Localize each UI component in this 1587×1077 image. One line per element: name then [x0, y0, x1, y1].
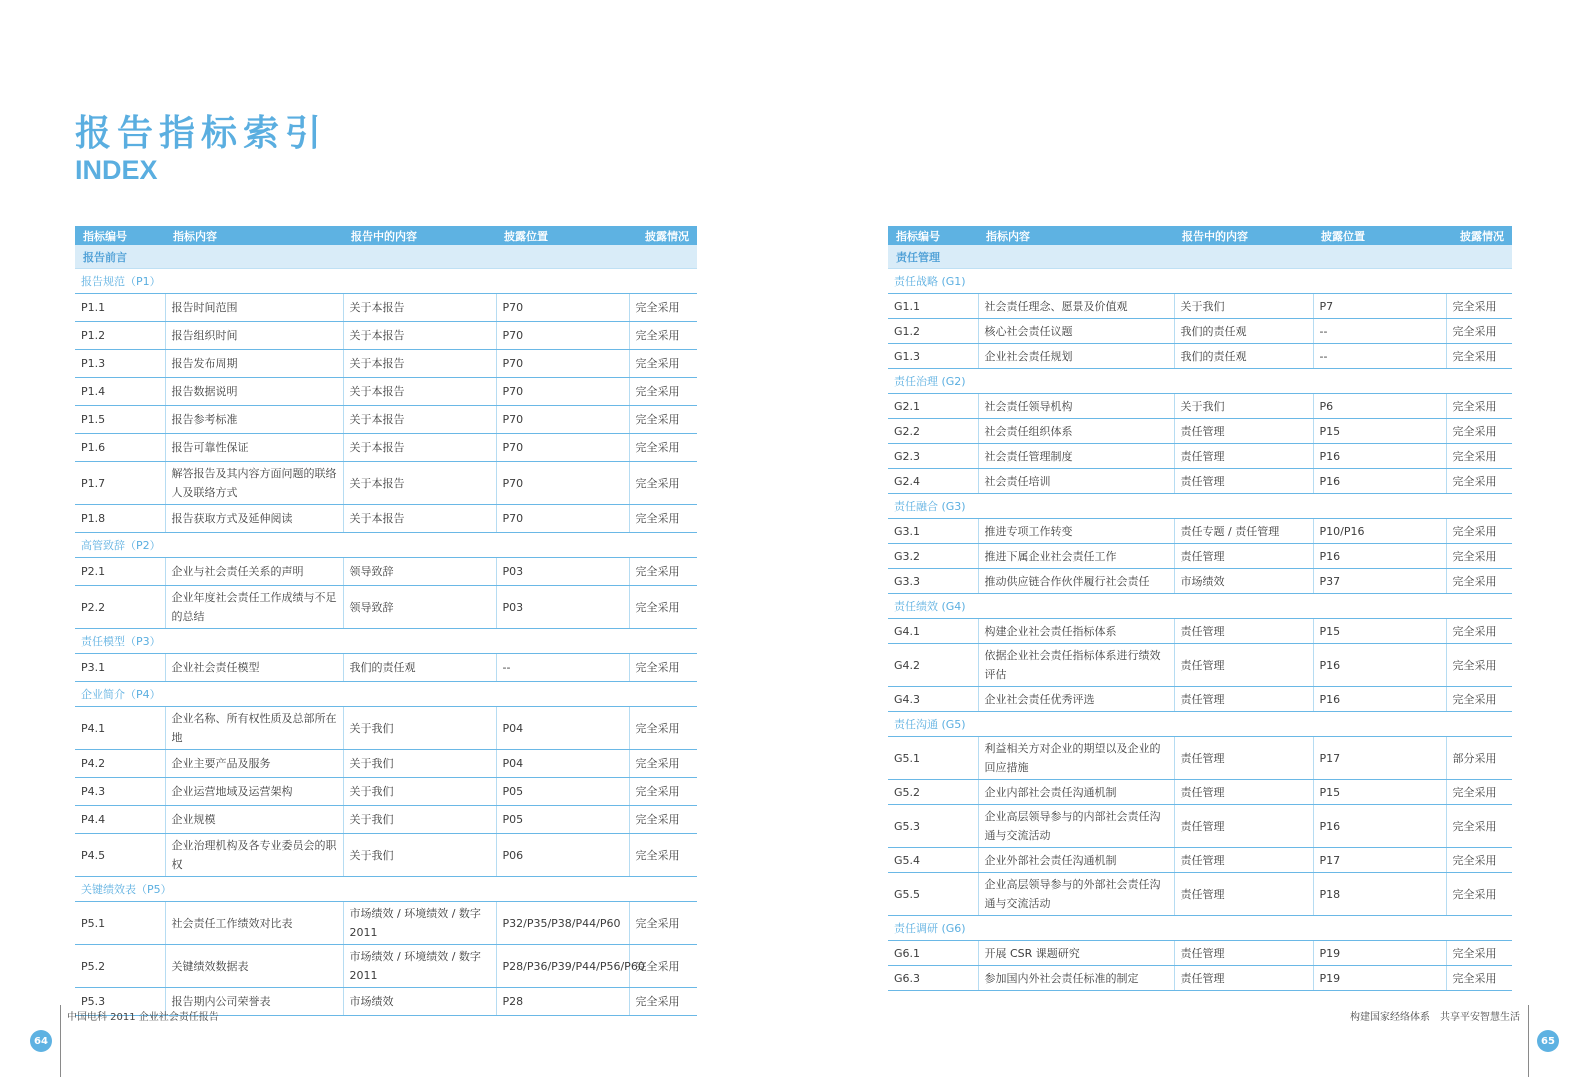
report-content-cell: 关于我们: [343, 834, 496, 877]
table-row: [75, 806, 697, 834]
indicator-id-cell: G1.1: [888, 294, 978, 319]
disclosure-status-cell: 完全采用: [629, 806, 697, 834]
header-indicator-content: 指标内容: [978, 226, 1174, 245]
report-content-cell: 关于本报告: [343, 406, 496, 434]
table-row: [75, 378, 697, 406]
disclosure-status-cell: 完全采用: [1446, 469, 1512, 494]
indicator-content-cell: 推动供应链合作伙伴履行社会责任: [978, 569, 1174, 594]
indicator-content-cell: 报告参考标准: [165, 406, 343, 434]
disclosure-status-cell: 完全采用: [1446, 294, 1512, 319]
disclosure-location-cell: P10/P16: [1313, 519, 1446, 544]
table-row: [888, 805, 1512, 848]
report-content-cell: 关于本报告: [343, 350, 496, 378]
report-content-cell: 责任管理: [1174, 848, 1313, 873]
disclosure-status-cell: 完全采用: [629, 350, 697, 378]
disclosure-location-cell: --: [1313, 319, 1446, 344]
disclosure-status-cell: 完全采用: [1446, 544, 1512, 569]
report-content-cell: 关于我们: [1174, 294, 1313, 319]
indicator-content-cell: 依据企业社会责任指标体系进行绩效评估: [978, 644, 1174, 687]
indicator-id-cell: G5.4: [888, 848, 978, 873]
report-content-cell: 关于我们: [343, 707, 496, 750]
indicator-id-cell: G3.3: [888, 569, 978, 594]
indicator-id-cell: P5.2: [75, 945, 165, 988]
indicator-id-cell: G4.3: [888, 687, 978, 712]
indicator-content-cell: 企业高层领导参与的外部社会责任沟通与交流活动: [978, 873, 1174, 916]
header-indicator-id: 指标编号: [75, 226, 165, 245]
disclosure-location-cell: P16: [1313, 469, 1446, 494]
indicator-id-cell: G5.3: [888, 805, 978, 848]
indicator-id-cell: P3.1: [75, 654, 165, 682]
table-row: [75, 750, 697, 778]
group-title: 责任战略 (G1): [888, 269, 1512, 294]
indicator-id-cell: P4.2: [75, 750, 165, 778]
indicator-id-cell: P1.8: [75, 505, 165, 533]
table-row: [75, 322, 697, 350]
indicator-content-cell: 企业运营地域及运营架构: [165, 778, 343, 806]
disclosure-location-cell: P6: [1313, 394, 1446, 419]
group-title: 责任融合 (G3): [888, 494, 1512, 519]
disclosure-location-cell: P19: [1313, 966, 1446, 991]
indicator-id-cell: P2.2: [75, 586, 165, 629]
disclosure-status-cell: 完全采用: [1446, 941, 1512, 966]
indicator-id-cell: G3.2: [888, 544, 978, 569]
disclosure-status-cell: 完全采用: [1446, 644, 1512, 687]
table-row: [888, 319, 1512, 344]
indicator-content-cell: 报告发布周期: [165, 350, 343, 378]
indicator-content-cell: 社会责任领导机构: [978, 394, 1174, 419]
table-row: [75, 778, 697, 806]
disclosure-location-cell: P18: [1313, 873, 1446, 916]
footer-slogan: 构建国家经络体系 共享平安智慧生活: [1350, 1012, 1520, 1023]
indicator-id-cell: G6.3: [888, 966, 978, 991]
indicator-id-cell: G5.1: [888, 737, 978, 780]
report-content-cell: 市场绩效 / 环境绩效 / 数字 2011: [343, 902, 496, 945]
report-content-cell: 市场绩效: [1174, 569, 1313, 594]
disclosure-status-cell: 完全采用: [629, 294, 697, 322]
report-content-cell: 责任管理: [1174, 780, 1313, 805]
group-row: [75, 629, 697, 654]
group-title: 责任模型（P3）: [75, 629, 697, 654]
indicator-content-cell: 推进专项工作转变: [978, 519, 1174, 544]
disclosure-location-cell: P70: [496, 505, 629, 533]
disclosure-status-cell: 完全采用: [629, 988, 697, 1016]
disclosure-status-cell: 完全采用: [1446, 687, 1512, 712]
report-content-cell: 关于本报告: [343, 378, 496, 406]
indicator-content-cell: 企业外部社会责任沟通机制: [978, 848, 1174, 873]
indicator-id-cell: P1.7: [75, 462, 165, 505]
disclosure-status-cell: 完全采用: [629, 945, 697, 988]
header-disclosure-location: 披露位置: [496, 226, 629, 245]
indicator-id-cell: G2.3: [888, 444, 978, 469]
disclosure-location-cell: P32/P35/P38/P44/P60: [496, 902, 629, 945]
index-table-right: [888, 226, 1512, 991]
disclosure-status-cell: 完全采用: [1446, 419, 1512, 444]
group-title: 责任绩效 (G4): [888, 594, 1512, 619]
table-row: [75, 945, 697, 988]
disclosure-location-cell: P16: [1313, 544, 1446, 569]
page-title-en: INDEX: [75, 155, 158, 185]
report-content-cell: 责任管理: [1174, 687, 1313, 712]
table-row: [75, 434, 697, 462]
footer-divider-right: [1528, 1005, 1529, 1077]
indicator-content-cell: 报告组织时间: [165, 322, 343, 350]
indicator-content-cell: 企业与社会责任关系的声明: [165, 558, 343, 586]
report-content-cell: 我们的责任观: [1174, 319, 1313, 344]
footer-report-name: 中国电科 2011 企业社会责任报告: [67, 1012, 219, 1023]
disclosure-status-cell: 完全采用: [629, 505, 697, 533]
disclosure-location-cell: P19: [1313, 941, 1446, 966]
indicator-content-cell: 报告时间范围: [165, 294, 343, 322]
report-content-cell: 责任管理: [1174, 644, 1313, 687]
report-content-cell: 领导致辞: [343, 586, 496, 629]
report-content-cell: 我们的责任观: [1174, 344, 1313, 369]
indicator-content-cell: 企业规模: [165, 806, 343, 834]
indicator-content-cell: 利益相关方对企业的期望以及企业的回应措施: [978, 737, 1174, 780]
disclosure-location-cell: P7: [1313, 294, 1446, 319]
disclosure-status-cell: 部分采用: [1446, 737, 1512, 780]
report-content-cell: 关于本报告: [343, 505, 496, 533]
indicator-id-cell: P4.3: [75, 778, 165, 806]
report-content-cell: 领导致辞: [343, 558, 496, 586]
group-title: 关键绩效表（P5）: [75, 877, 697, 902]
table-row: [888, 519, 1512, 544]
index-table-left: [75, 226, 697, 1016]
group-row: [888, 269, 1512, 294]
indicator-id-cell: P1.6: [75, 434, 165, 462]
disclosure-status-cell: 完全采用: [1446, 319, 1512, 344]
indicator-content-cell: 企业治理机构及各专业委员会的职权: [165, 834, 343, 877]
indicator-id-cell: G5.2: [888, 780, 978, 805]
group-title: 企业简介（P4）: [75, 682, 697, 707]
table-row: [888, 544, 1512, 569]
header-report-content: 报告中的内容: [1174, 226, 1313, 245]
disclosure-location-cell: P70: [496, 434, 629, 462]
indicator-content-cell: 报告数据说明: [165, 378, 343, 406]
indicator-id-cell: P1.3: [75, 350, 165, 378]
group-row: [75, 877, 697, 902]
table-row: [888, 966, 1512, 991]
indicator-content-cell: 报告可靠性保证: [165, 434, 343, 462]
group-row: [75, 269, 697, 294]
indicator-content-cell: 报告获取方式及延伸阅读: [165, 505, 343, 533]
group-row: [888, 916, 1512, 941]
indicator-content-cell: 关键绩效数据表: [165, 945, 343, 988]
disclosure-location-cell: P04: [496, 707, 629, 750]
report-content-cell: 责任管理: [1174, 737, 1313, 780]
indicator-id-cell: G5.5: [888, 873, 978, 916]
disclosure-location-cell: P15: [1313, 419, 1446, 444]
table-row: [888, 394, 1512, 419]
table-row: [75, 586, 697, 629]
indicator-id-cell: P1.2: [75, 322, 165, 350]
disclosure-status-cell: 完全采用: [1446, 805, 1512, 848]
disclosure-status-cell: 完全采用: [629, 434, 697, 462]
table-header-row: [888, 226, 1512, 245]
table-header-row: [75, 226, 697, 245]
table-row: [75, 406, 697, 434]
table-row: [888, 644, 1512, 687]
disclosure-location-cell: P28/P36/P39/P44/P56/P60: [496, 945, 629, 988]
disclosure-status-cell: 完全采用: [629, 750, 697, 778]
table-row: [75, 654, 697, 682]
disclosure-location-cell: P04: [496, 750, 629, 778]
report-content-cell: 责任管理: [1174, 805, 1313, 848]
disclosure-status-cell: 完全采用: [1446, 848, 1512, 873]
group-row: [75, 682, 697, 707]
report-content-cell: 责任管理: [1174, 873, 1313, 916]
disclosure-location-cell: --: [496, 654, 629, 682]
indicator-id-cell: P5.1: [75, 902, 165, 945]
report-content-cell: 我们的责任观: [343, 654, 496, 682]
indicator-content-cell: 企业年度社会责任工作成绩与不足的总结: [165, 586, 343, 629]
group-row: [888, 594, 1512, 619]
report-content-cell: 责任管理: [1174, 444, 1313, 469]
disclosure-location-cell: P16: [1313, 687, 1446, 712]
disclosure-location-cell: P70: [496, 350, 629, 378]
indicator-content-cell: 社会责任工作绩效对比表: [165, 902, 343, 945]
indicator-id-cell: G4.1: [888, 619, 978, 644]
report-content-cell: 关于我们: [1174, 394, 1313, 419]
disclosure-status-cell: 完全采用: [1446, 394, 1512, 419]
section-title: 责任管理: [888, 245, 1512, 269]
section-row: [75, 245, 697, 269]
page-number-badge-left: 64: [30, 1030, 52, 1052]
header-disclosure-location: 披露位置: [1313, 226, 1446, 245]
table-row: [888, 737, 1512, 780]
footer-right: [1350, 1005, 1559, 1077]
indicator-content-cell: 社会责任管理制度: [978, 444, 1174, 469]
table-row: [75, 505, 697, 533]
group-title: 责任沟通 (G5): [888, 712, 1512, 737]
table-row: [888, 941, 1512, 966]
disclosure-location-cell: --: [1313, 344, 1446, 369]
report-content-cell: 责任管理: [1174, 941, 1313, 966]
indicator-content-cell: 社会责任组织体系: [978, 419, 1174, 444]
indicator-content-cell: 企业主要产品及服务: [165, 750, 343, 778]
report-content-cell: 关于本报告: [343, 294, 496, 322]
report-content-cell: 责任管理: [1174, 544, 1313, 569]
table-row: [888, 780, 1512, 805]
report-content-cell: 责任管理: [1174, 419, 1313, 444]
header-report-content: 报告中的内容: [343, 226, 496, 245]
report-content-cell: 关于本报告: [343, 434, 496, 462]
table-row: [888, 419, 1512, 444]
report-content-cell: 责任专题 / 责任管理: [1174, 519, 1313, 544]
disclosure-status-cell: 完全采用: [629, 322, 697, 350]
disclosure-location-cell: P06: [496, 834, 629, 877]
table-row: [888, 848, 1512, 873]
indicator-id-cell: P1.1: [75, 294, 165, 322]
disclosure-status-cell: 完全采用: [1446, 619, 1512, 644]
group-title: 责任治理 (G2): [888, 369, 1512, 394]
indicator-id-cell: G1.3: [888, 344, 978, 369]
disclosure-status-cell: 完全采用: [1446, 344, 1512, 369]
disclosure-status-cell: 完全采用: [629, 558, 697, 586]
disclosure-location-cell: P05: [496, 778, 629, 806]
indicator-id-cell: P2.1: [75, 558, 165, 586]
disclosure-location-cell: P15: [1313, 780, 1446, 805]
indicator-content-cell: 社会责任理念、愿景及价值观: [978, 294, 1174, 319]
table-row: [888, 619, 1512, 644]
group-row: [888, 712, 1512, 737]
disclosure-location-cell: P15: [1313, 619, 1446, 644]
group-title: 责任调研 (G6): [888, 916, 1512, 941]
indicator-content-cell: 企业社会责任优秀评选: [978, 687, 1174, 712]
indicator-content-cell: 开展 CSR 课题研究: [978, 941, 1174, 966]
footer-divider-left: [60, 1005, 61, 1077]
disclosure-status-cell: 完全采用: [629, 707, 697, 750]
table-row: [75, 350, 697, 378]
table-row: [75, 902, 697, 945]
indicator-content-cell: 企业名称、所有权性质及总部所在地: [165, 707, 343, 750]
disclosure-location-cell: P70: [496, 462, 629, 505]
indicator-content-cell: 核心社会责任议题: [978, 319, 1174, 344]
indicator-content-cell: 参加国内外社会责任标准的制定: [978, 966, 1174, 991]
table-row: [888, 469, 1512, 494]
page-title-cn: 报告指标索引: [75, 113, 328, 154]
group-row: [888, 369, 1512, 394]
disclosure-status-cell: 完全采用: [629, 902, 697, 945]
indicator-id-cell: G2.4: [888, 469, 978, 494]
disclosure-status-cell: 完全采用: [629, 406, 697, 434]
disclosure-location-cell: P16: [1313, 644, 1446, 687]
group-row: [888, 494, 1512, 519]
disclosure-location-cell: P70: [496, 294, 629, 322]
disclosure-status-cell: 完全采用: [629, 378, 697, 406]
disclosure-status-cell: 完全采用: [629, 586, 697, 629]
table-row: [75, 294, 697, 322]
indicator-id-cell: P5.3: [75, 988, 165, 1016]
disclosure-status-cell: 完全采用: [1446, 519, 1512, 544]
table-row: [888, 344, 1512, 369]
table-row: [75, 462, 697, 505]
table-row: [888, 294, 1512, 319]
disclosure-location-cell: P17: [1313, 737, 1446, 780]
disclosure-status-cell: 完全采用: [629, 654, 697, 682]
indicator-id-cell: G2.2: [888, 419, 978, 444]
indicator-content-cell: 推进下属企业社会责任工作: [978, 544, 1174, 569]
indicator-content-cell: 企业社会责任规划: [978, 344, 1174, 369]
indicator-content-cell: 构建企业社会责任指标体系: [978, 619, 1174, 644]
disclosure-location-cell: P16: [1313, 805, 1446, 848]
indicator-id-cell: P4.4: [75, 806, 165, 834]
disclosure-status-cell: 完全采用: [1446, 966, 1512, 991]
table-row: [888, 687, 1512, 712]
report-content-cell: 市场绩效: [343, 988, 496, 1016]
report-content-cell: 市场绩效 / 环境绩效 / 数字 2011: [343, 945, 496, 988]
indicator-id-cell: G2.1: [888, 394, 978, 419]
group-title: 报告规范（P1）: [75, 269, 697, 294]
disclosure-location-cell: P03: [496, 558, 629, 586]
table-row: [75, 558, 697, 586]
page-number-badge-right: 65: [1537, 1030, 1559, 1052]
disclosure-status-cell: 完全采用: [1446, 780, 1512, 805]
section-title: 报告前言: [75, 245, 697, 269]
section-row: [888, 245, 1512, 269]
header-indicator-id: 指标编号: [888, 226, 978, 245]
table-row: [888, 569, 1512, 594]
table-row: [888, 873, 1512, 916]
disclosure-location-cell: P70: [496, 322, 629, 350]
indicator-content-cell: 社会责任培训: [978, 469, 1174, 494]
disclosure-location-cell: P70: [496, 406, 629, 434]
disclosure-status-cell: 完全采用: [1446, 873, 1512, 916]
header-disclosure-status: 披露情况: [1446, 226, 1512, 245]
indicator-id-cell: P4.1: [75, 707, 165, 750]
disclosure-status-cell: 完全采用: [629, 462, 697, 505]
disclosure-location-cell: P05: [496, 806, 629, 834]
report-content-cell: 责任管理: [1174, 966, 1313, 991]
table-row: [75, 834, 697, 877]
report-content-cell: 关于本报告: [343, 462, 496, 505]
indicator-id-cell: G1.2: [888, 319, 978, 344]
disclosure-location-cell: P17: [1313, 848, 1446, 873]
indicator-content-cell: 企业内部社会责任沟通机制: [978, 780, 1174, 805]
header-indicator-content: 指标内容: [165, 226, 343, 245]
disclosure-status-cell: 完全采用: [1446, 569, 1512, 594]
disclosure-location-cell: P28: [496, 988, 629, 1016]
report-content-cell: 关于我们: [343, 778, 496, 806]
disclosure-status-cell: 完全采用: [629, 834, 697, 877]
table-row: [888, 444, 1512, 469]
report-content-cell: 关于我们: [343, 750, 496, 778]
footer-left: [30, 1005, 219, 1077]
indicator-id-cell: P1.4: [75, 378, 165, 406]
indicator-content-cell: 解答报告及其内容方面问题的联络人及联络方式: [165, 462, 343, 505]
report-content-cell: 责任管理: [1174, 469, 1313, 494]
indicator-id-cell: G3.1: [888, 519, 978, 544]
disclosure-status-cell: 完全采用: [629, 778, 697, 806]
report-content-cell: 责任管理: [1174, 619, 1313, 644]
indicator-id-cell: P4.5: [75, 834, 165, 877]
indicator-id-cell: G4.2: [888, 644, 978, 687]
indicator-content-cell: 企业高层领导参与的内部社会责任沟通与交流活动: [978, 805, 1174, 848]
indicator-id-cell: G6.1: [888, 941, 978, 966]
disclosure-location-cell: P70: [496, 378, 629, 406]
header-disclosure-status: 披露情况: [629, 226, 697, 245]
indicator-content-cell: 企业社会责任模型: [165, 654, 343, 682]
disclosure-location-cell: P16: [1313, 444, 1446, 469]
indicator-id-cell: P1.5: [75, 406, 165, 434]
disclosure-status-cell: 完全采用: [1446, 444, 1512, 469]
report-content-cell: 关于我们: [343, 806, 496, 834]
indicator-content-cell: 报告期内公司荣誉表: [165, 988, 343, 1016]
disclosure-location-cell: P03: [496, 586, 629, 629]
group-row: [75, 533, 697, 558]
report-content-cell: 关于本报告: [343, 322, 496, 350]
group-title: 高管致辞（P2）: [75, 533, 697, 558]
disclosure-location-cell: P37: [1313, 569, 1446, 594]
table-row: [75, 707, 697, 750]
